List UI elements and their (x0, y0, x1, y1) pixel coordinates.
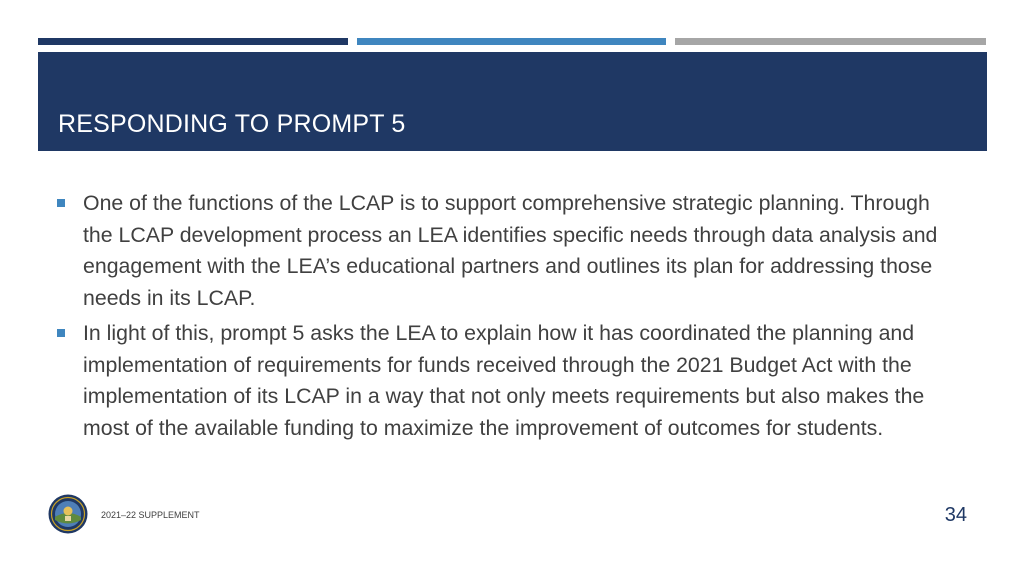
bullet-list (55, 188, 955, 448)
title-band (38, 52, 987, 151)
bullet-text: One of the functions of the LCAP is to support comprehensive strategic planning. Through the LCAP development process an LEA identifies specific needs through data analysis and engagement with the LEA’s educational partners and outlines its plan for addressing those needs in its LCAP. (83, 191, 938, 310)
bullet-item (55, 318, 955, 444)
accent-stripe-gray (675, 38, 986, 45)
accent-stripe-navy (38, 38, 348, 45)
bullet-text: In light of this, prompt 5 asks the LEA to explain how it has coordinated the planning and implementation of requirements for funds received through the 2021 Budget Act with the implementation of its LCAP in a way that not only meets requirements but also makes the most of the available funding to maximize the improvement of outcomes for students. (83, 321, 925, 440)
square-bullet-icon (57, 329, 65, 337)
accent-stripe-blue (357, 38, 666, 45)
state-seal-icon (48, 494, 88, 534)
bullet-item (55, 188, 955, 314)
slide-title: RESPONDING TO PROMPT 5 (58, 110, 406, 138)
square-bullet-icon (57, 199, 65, 207)
page-number: 34 (944, 504, 967, 526)
footer-label: 2021–22 SUPPLEMENT (101, 510, 200, 520)
